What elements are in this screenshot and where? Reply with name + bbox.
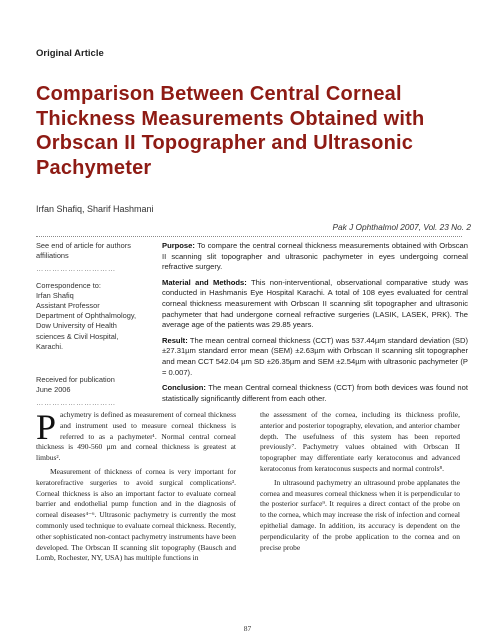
purpose-text: To compare the central corneal thickness measurements obtained with Orbscan II scanning slit topographer and ultrasonic pachymeter in eyes undergoing corneal refractive surgery. xyxy=(162,241,468,272)
body-text: achymetry is defined as measurement of corneal thickness and instrument used to measure corneal thickness is referred to as a pachymeter¹. Normal central corneal thickness is 490-560 µm and corneal thickness is greatest at limbus². xyxy=(36,410,236,463)
correspondence-dept: Department of Ophthalmology, xyxy=(36,311,137,321)
received-label: Received for publication xyxy=(36,375,115,385)
article-type-label: Original Article xyxy=(36,48,104,59)
abstract-conclusion xyxy=(162,383,468,404)
body-paragraph: In ultrasound pachymetry an ultrasound probe applanates the cornea and measures corneal thickness when it is perpendicular to the posterior surface⁹. It requires a direct contact of the probe on to the cornea, which may increase the risk of infection and corneal epithelial damage. In addition, its accuracy is dependent on the perpendicularity of the probe application to the cornea and on precise probe xyxy=(260,477,460,552)
methods-label: Material and Methods: xyxy=(162,277,247,287)
body-paragraph xyxy=(36,407,236,464)
dotted-divider xyxy=(36,236,462,237)
affiliation-note: See end of article for authors affiliations xyxy=(36,241,131,261)
correspondence-title: Assistant Professor xyxy=(36,301,100,311)
sidebar-dots-2: ………………………… xyxy=(36,398,116,408)
result-label: Result: xyxy=(162,335,188,345)
sidebar-dots-1: ………………………… xyxy=(36,264,116,274)
sidebar-notes xyxy=(36,241,138,415)
abstract-purpose xyxy=(162,241,468,273)
abstract-methods xyxy=(162,278,468,331)
correspondence-institution: Dow University of Health sciences & Civil Hospital, Karachi. xyxy=(36,321,119,351)
correspondence-label: Correspondence to: xyxy=(36,280,101,290)
body-paragraph: the assessment of the cornea, including its thickness profile, anterior and posterior topography, elevation, and anterior chamber depth. The usefulness of this system has been reported previously⁷. Pachymetry values obtained with Orbscan II topographer may differentiate early keratoconus and advanced keratoconus from keratoconus suspects and normal controls⁸. xyxy=(260,410,460,473)
correspondence-name: Irfan Shafiq xyxy=(36,290,74,300)
article-title: Comparison Between Central Corneal Thickness Measurements Obtained with Orbscan II Topographer and Ultrasonic Pachymeter xyxy=(36,83,425,179)
abstract-result xyxy=(162,336,468,378)
article-authors: Irfan Shafiq, Sharif Hashmani xyxy=(36,204,154,214)
result-text: The mean central corneal thickness (CCT) was 537.44µm standard deviation (SD) ±27.31µm standard error mean (SEM) ±2.63µm with Orbscan II scanning slit topographer and mean CCT 542.04 µm SD ±26.35µm and SEM ±2.54µm with ultrasonic pachymeter (P = 0.007). xyxy=(162,335,468,377)
purpose-label: Purpose: xyxy=(162,241,195,250)
drop-cap: P xyxy=(36,407,57,447)
methods-text: This non-interventional, observational comparative study was conducted in Hashmanis Eye Hospital Karachi. A total of 108 eyes evaluated for central corneal thickness measurement with Orbscan II scanning slit topographer and ultrasonic pachymeter that had undergone corneal refractive surgeries (LASIK, LASEK, PRK). The average age of the patients was 29.85 years. xyxy=(162,277,468,330)
conclusion-text: The mean Central corneal thickness (CCT) from both devices was found not statistically significantly different from each other. xyxy=(162,383,468,403)
conclusion-label: Conclusion: xyxy=(162,383,206,393)
body-paragraph: Measurement of thickness of cornea is very important for keratorefractive surgeries to avoid surgical complications³. Corneal thickness is also an important factor to evaluate corneal barrier and endothelial pump function and in the diagnosis of corneal diseases⁴⁻⁶. Ultrasonic pachymetry is currently the most commonly used technique to evaluate corneal thickness. Recently, other sophisticated non-contact pachymetry instruments have been developed. The Orbscan II scanning slit topography (Bausch and Lomb, Rochester, NY, USA) has multiple functions in xyxy=(36,466,236,563)
journal-citation: Pak J Ophthalmol 2007, Vol. 23 No. 2 xyxy=(332,222,471,232)
page-number: 87 xyxy=(243,624,252,633)
abstract xyxy=(162,241,468,409)
body-column-right xyxy=(260,410,460,556)
received-date: June 2006 xyxy=(36,385,71,395)
body-column-left xyxy=(36,407,236,567)
